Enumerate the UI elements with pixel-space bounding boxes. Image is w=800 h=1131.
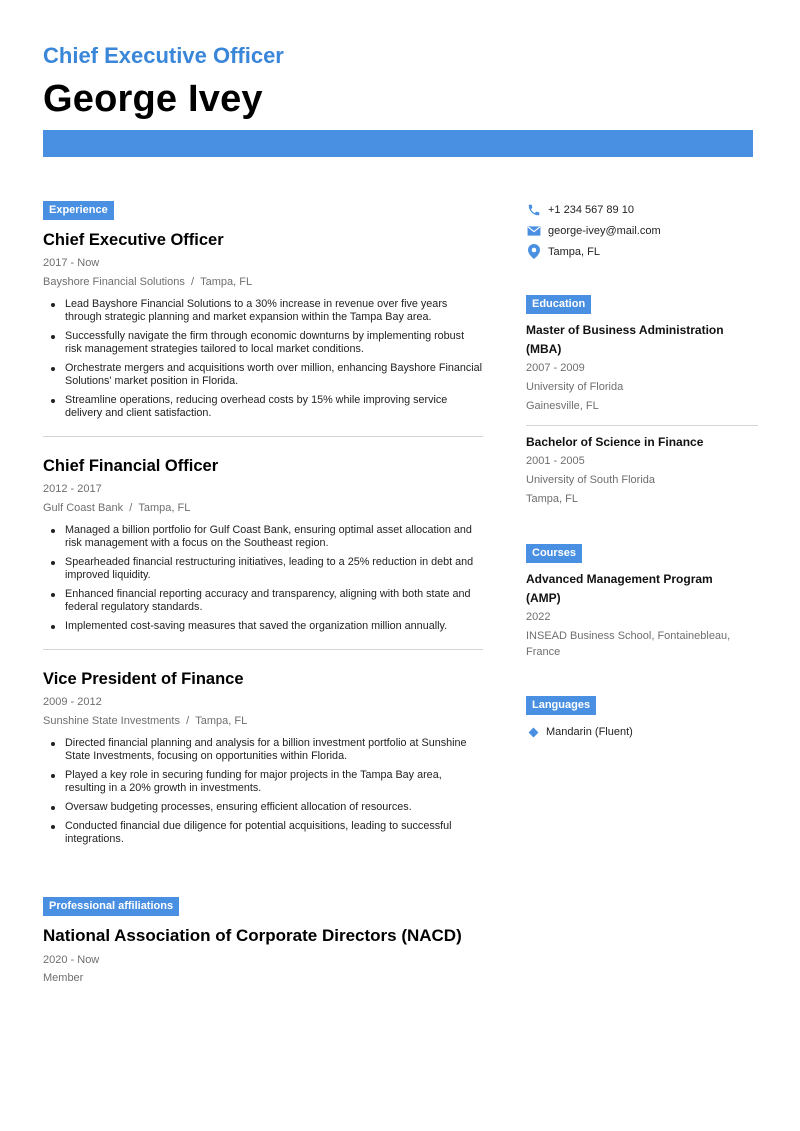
location-pin-icon	[527, 245, 541, 259]
phone-icon	[527, 203, 541, 217]
header-accent-bar	[43, 130, 753, 157]
education-school: University of Florida	[526, 381, 624, 393]
job-company-line: Bayshore Financial Solutions / Tampa, FL	[43, 276, 253, 288]
education-location: Gainesville, FL	[526, 400, 599, 412]
contact-phone-row	[526, 199, 758, 220]
job-bullet: Directed financial planning and analysis for a billion investment portfolio at Sunshine State Investments, focusing on opportunities within Florida.	[43, 737, 483, 763]
education-location: Tampa, FL	[526, 493, 578, 505]
courses-heading: Courses	[526, 544, 582, 563]
job-title: Vice President of Finance	[43, 670, 244, 688]
job-dates: 2012 - 2017	[43, 483, 102, 495]
contact-location-row	[526, 241, 758, 262]
education-dates: 2007 - 2009	[526, 362, 585, 374]
courses-section	[526, 543, 758, 662]
affiliations-section	[43, 896, 483, 984]
languages-section	[526, 695, 758, 738]
job-bullet: Enhanced financial reporting accuracy and transparency, aligning with both state and federal regulatory standards.	[43, 588, 483, 614]
job-bullet: Successfully navigate the firm through economic downturns by implementing robust risk management strategies tailored to local market conditions.	[43, 330, 483, 356]
job-entry	[43, 457, 483, 633]
language-item	[526, 726, 758, 738]
education-divider	[526, 425, 758, 426]
course-school: INSEAD Business School, Fontainebleau,	[526, 630, 731, 642]
job-company: Bayshore Financial Solutions	[43, 276, 185, 288]
education-heading: Education	[526, 295, 591, 314]
right-column	[526, 199, 758, 738]
contact-phone: +1 234 567 89 10	[548, 203, 634, 216]
email-icon	[527, 224, 541, 238]
course-entry	[526, 570, 758, 662]
job-bullets	[43, 737, 483, 846]
job-dates: 2009 - 2012	[43, 696, 102, 708]
job-entry	[43, 670, 483, 846]
diamond-bullet-icon	[529, 727, 539, 737]
job-title: Chief Executive Officer	[43, 231, 224, 249]
job-title: Chief Financial Officer	[43, 457, 219, 475]
education-section	[526, 294, 758, 509]
contact-location: Tampa, FL	[548, 245, 600, 258]
contact-email-row	[526, 220, 758, 241]
job-location: Tampa, FL	[138, 502, 191, 514]
education-school: University of South Florida	[526, 474, 655, 486]
job-bullet: Lead Bayshore Financial Solutions to a 30% increase in revenue over five years through strategic planning and market expansion within the Tampa Bay area.	[43, 298, 483, 324]
headline-title: Chief Executive Officer	[43, 43, 284, 68]
job-company: Sunshine State Investments	[43, 715, 180, 727]
job-bullet: Managed a billion portfolio for Gulf Coast Bank, ensuring optimal asset allocation and risk management with a focus on the Southeast region.	[43, 524, 483, 550]
job-bullet: Oversaw budgeting processes, ensuring efficient allocation of resources.	[43, 801, 483, 814]
job-bullet: Implemented cost-saving measures that saved the organization million annually.	[43, 620, 483, 633]
job-bullet: Orchestrate mergers and acquisitions worth over million, enhancing Bayshore Financial Solutions' market position in Florida.	[43, 362, 483, 388]
contact-email[interactable]: george-ivey@mail.com	[548, 224, 661, 237]
job-bullet: Spearheaded financial restructuring initiatives, leading to a 25% reduction in debt and improved liquidity.	[43, 556, 483, 582]
affiliation-role: Member	[43, 972, 84, 984]
education-degree: Bachelor of Science in Finance	[526, 435, 704, 449]
candidate-name: George Ivey	[43, 78, 263, 120]
language-name: Mandarin (Fluent)	[546, 726, 633, 738]
course-title: Advanced Management Program	[526, 572, 713, 586]
job-bullets	[43, 524, 483, 633]
education-dates: 2001 - 2005	[526, 455, 585, 467]
languages-heading: Languages	[526, 696, 596, 715]
job-dates: 2017 - Now	[43, 257, 100, 269]
contact-section	[526, 199, 758, 262]
affiliation-title: National Association of Corporate Directors (NACD)	[43, 926, 462, 945]
course-school-country: France	[526, 646, 561, 658]
job-bullets	[43, 298, 483, 420]
job-company-line: Gulf Coast Bank / Tampa, FL	[43, 502, 191, 514]
course-title-abbr: (AMP)	[526, 591, 561, 605]
education-degree-abbr: (MBA)	[526, 342, 562, 356]
job-divider	[43, 436, 483, 437]
job-entry	[43, 231, 483, 420]
job-company: Gulf Coast Bank	[43, 502, 124, 514]
job-divider	[43, 649, 483, 650]
education-degree: Master of Business Administration	[526, 323, 724, 337]
job-location: Tampa, FL	[195, 715, 248, 727]
job-bullet: Conducted financial due diligence for potential acquisitions, leading to successful integrations.	[43, 820, 483, 846]
job-location: Tampa, FL	[200, 276, 253, 288]
affiliations-heading: Professional affiliations	[43, 897, 179, 916]
education-entry	[526, 433, 758, 509]
experience-heading: Experience	[43, 201, 114, 220]
left-column	[43, 200, 483, 852]
education-entry	[526, 321, 758, 416]
job-bullet: Played a key role in securing funding for major projects in the Tampa Bay area, resulting in a 20% growth in investments.	[43, 769, 483, 795]
course-year: 2022	[526, 611, 551, 623]
job-bullet: Streamline operations, reducing overhead costs by 15% while improving service delivery and client satisfaction.	[43, 394, 483, 420]
affiliation-dates: 2020 - Now	[43, 954, 100, 966]
job-company-line: Sunshine State Investments / Tampa, FL	[43, 715, 248, 727]
